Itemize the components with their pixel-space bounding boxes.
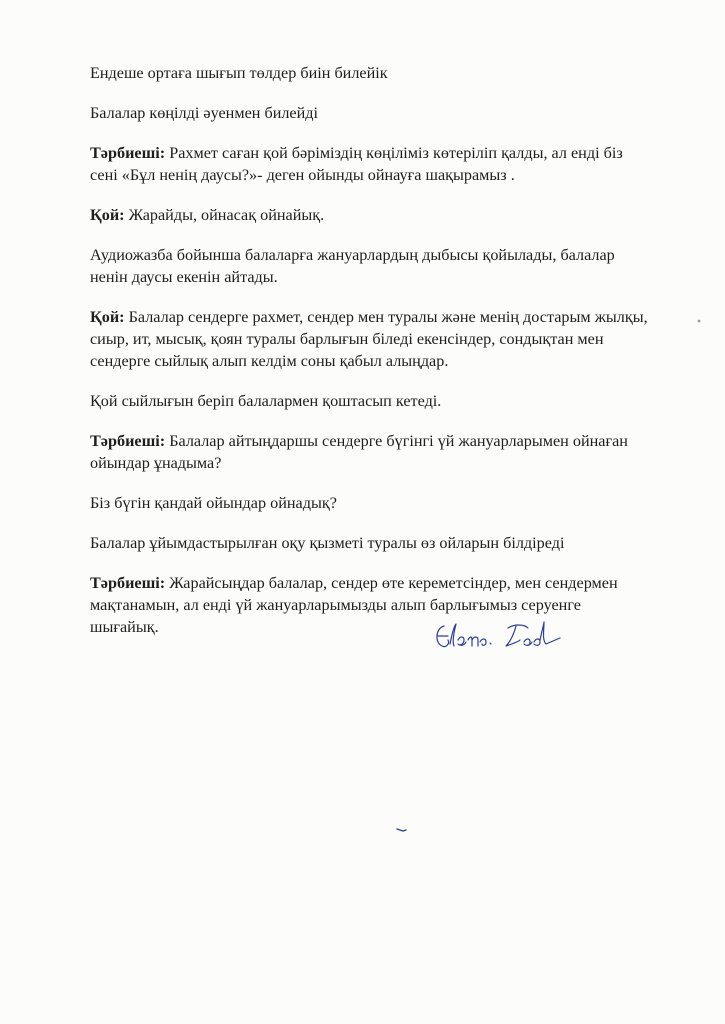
paragraph-1 (90, 62, 650, 84)
paragraph-text: Рахмет саған қой бәріміздің көңіліміз көтеріліп қалды, ал енді біз сені «Бұл ненің даусы?»- деген ойынды ойнауға шақырамыз . (90, 144, 623, 184)
paragraph-text: Балалар сендерге рахмет, сендер мен туралы және менің достарым жылқы, сиыр, ит, мысық, қоян туралы барлығын біледі екенсіндер, сондықтан мен сендерге сыйлық алып келдім соны қабыл алыңдар. (90, 308, 648, 370)
paragraph-2 (90, 102, 650, 124)
paragraph-4 (90, 204, 650, 226)
speaker-label: Тәрбиеші: (90, 144, 166, 162)
paragraph-text: Балалар көңілді әуенмен билейді (90, 104, 319, 122)
paragraph-text: Жарайсыңдар балалар, сендер өте кереметсіндер, мен сендермен мақтанамын, ал енді үй жануарларымызды алып барлығымыз серуенге шығайық. (90, 574, 618, 636)
paragraph-text: Ендеше ортаға шығып төлдер биін билейік (90, 64, 388, 82)
ink-mark (396, 826, 408, 834)
paragraph-text: Аудиожазба бойынша балаларға жануарлардың дыбысы қойылады, балалар ненін даусы екенін айтады. (90, 246, 615, 286)
paragraph-3 (90, 142, 650, 186)
paragraph-text: Қой сыйлығын беріп балалармен қоштасып кетеді. (90, 392, 442, 410)
speaker-label: Қой: (90, 308, 125, 326)
paragraph-6 (90, 306, 650, 372)
paragraph-text: Балалар айтыңдаршы сендерге бүгінгі үй жануарларымен ойнаған ойындар ұнадыма? (90, 432, 628, 472)
speaker-label: Қой: (90, 206, 125, 224)
paragraph-text: Балалар ұйымдастырылған оқу қызметі туралы өз ойларын білдіреді (90, 534, 565, 552)
paragraph-text: Біз бүгін қандай ойындар ойнадық? (90, 494, 337, 512)
paragraph-10 (90, 532, 650, 554)
paragraph-9 (90, 492, 650, 514)
speaker-label: Тәрбиеші: (90, 574, 166, 592)
paragraph-5 (90, 244, 650, 288)
paragraph-7 (90, 390, 650, 412)
speaker-label: Тәрбиеші: (90, 432, 166, 450)
handwritten-signature (432, 616, 572, 656)
paragraph-text: Жарайды, ойнасақ ойнайық. (124, 206, 325, 224)
paragraph-8 (90, 430, 650, 474)
document-body (90, 62, 650, 656)
paper-speck (696, 318, 702, 324)
